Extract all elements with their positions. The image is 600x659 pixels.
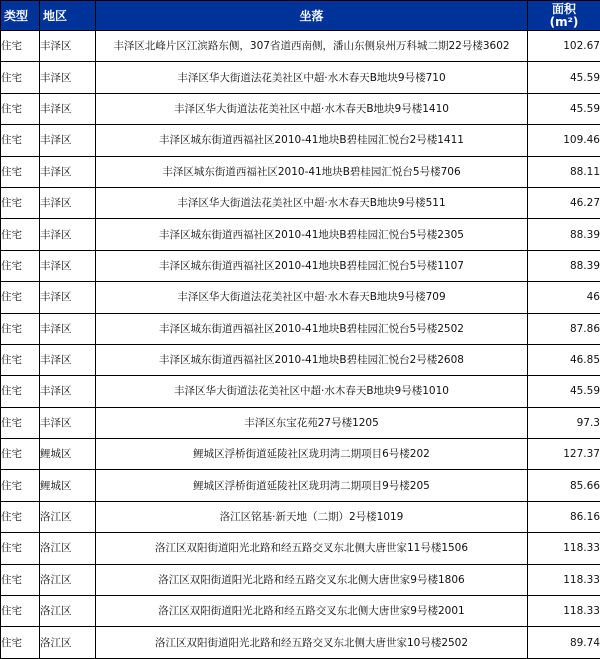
cell-location: 洛江区双阳街道阳光北路和经五路交叉东北侧大唐世家9号楼1806 [96,564,528,595]
cell-area: 89.74 [528,627,600,658]
cell-area: 118.33 [528,596,600,627]
cell-district: 丰泽区 [40,219,96,250]
cell-type: 住宅 [1,31,40,62]
table-row [1,596,600,627]
cell-location: 丰泽区城东街道西福社区2010-41地块B碧桂园汇悦台2号楼1411 [96,125,528,156]
cell-area: 46.85 [528,344,600,375]
cell-district: 丰泽区 [40,313,96,344]
table-row [1,31,600,62]
cell-district: 丰泽区 [40,344,96,375]
cell-area: 46.27 [528,187,600,218]
cell-type: 住宅 [1,62,40,93]
cell-location: 丰泽区城东街道西福社区2010-41地块B碧桂园汇悦台5号楼1107 [96,250,528,281]
cell-type: 住宅 [1,564,40,595]
cell-location: 丰泽区城东街道西福社区2010-41地块B碧桂园汇悦台5号楼2305 [96,219,528,250]
table-row [1,376,600,407]
header-district: 地区 [40,1,96,31]
header-location: 坐落 [96,1,528,31]
cell-area: 87.86 [528,313,600,344]
table-row [1,564,600,595]
cell-location: 丰泽区华大街道法花美社区中超·水木春天B地块9号楼1410 [96,93,528,124]
cell-type: 住宅 [1,407,40,438]
table-body [1,31,600,659]
cell-location: 丰泽区北峰片区江滨路东侧，307省道西南侧，潘山东侧泉州万科城二期22号楼3602 [96,31,528,62]
cell-area: 118.33 [528,533,600,564]
cell-area: 102.67 [528,31,600,62]
cell-type: 住宅 [1,439,40,470]
cell-district: 丰泽区 [40,62,96,93]
cell-type: 住宅 [1,344,40,375]
cell-location: 丰泽区城东街道西福社区2010-41地块B碧桂园汇悦台5号楼706 [96,156,528,187]
cell-district: 丰泽区 [40,31,96,62]
cell-district: 丰泽区 [40,376,96,407]
table-row [1,93,600,124]
table-row [1,156,600,187]
table-row [1,533,600,564]
cell-district: 鲤城区 [40,470,96,501]
cell-area: 109.46 [528,125,600,156]
cell-area: 88.11 [528,156,600,187]
cell-location: 丰泽区城东街道西福社区2010-41地块B碧桂园汇悦台2号楼2608 [96,344,528,375]
table-row [1,125,600,156]
cell-area: 88.39 [528,219,600,250]
header-type: 类型 [1,1,40,31]
cell-area: 45.59 [528,62,600,93]
header-area-label: 面积 [528,3,600,16]
cell-location: 洛江区铭基·新天地（二期）2号楼1019 [96,501,528,532]
cell-area: 97.3 [528,407,600,438]
table-row [1,470,600,501]
cell-district: 丰泽区 [40,282,96,313]
cell-type: 住宅 [1,470,40,501]
header-area [528,1,600,31]
cell-location: 丰泽区华大街道法花美社区中超·水木春天B地块9号楼511 [96,187,528,218]
cell-district: 丰泽区 [40,407,96,438]
cell-type: 住宅 [1,93,40,124]
cell-location: 丰泽区华大街道法花美社区中超·水木春天B地块9号楼709 [96,282,528,313]
cell-location: 丰泽区城东街道西福社区2010-41地块B碧桂园汇悦台5号楼2502 [96,313,528,344]
cell-location: 洛江区双阳街道阳光北路和经五路交叉东北侧大唐世家10号楼2502 [96,627,528,658]
cell-location: 丰泽区华大街道法花美社区中超·水木春天B地块9号楼1010 [96,376,528,407]
cell-location: 丰泽区华大街道法花美社区中超·水木春天B地块9号楼710 [96,62,528,93]
cell-type: 住宅 [1,627,40,658]
cell-area: 86.16 [528,501,600,532]
table-row [1,62,600,93]
cell-location: 鲤城区浮桥街道延陵社区珑玥湾二期项目6号楼202 [96,439,528,470]
table-row [1,250,600,281]
cell-district: 洛江区 [40,564,96,595]
cell-area: 85.66 [528,470,600,501]
cell-location: 鲤城区浮桥街道延陵社区珑玥湾二期项目9号楼205 [96,470,528,501]
table-row [1,627,600,658]
cell-district: 洛江区 [40,501,96,532]
table-row [1,187,600,218]
cell-district: 洛江区 [40,627,96,658]
cell-district: 丰泽区 [40,187,96,218]
cell-type: 住宅 [1,282,40,313]
cell-type: 住宅 [1,125,40,156]
cell-district: 洛江区 [40,596,96,627]
table-row [1,219,600,250]
cell-district: 丰泽区 [40,125,96,156]
cell-district: 鲤城区 [40,439,96,470]
cell-type: 住宅 [1,156,40,187]
cell-type: 住宅 [1,250,40,281]
header-row [1,1,600,31]
cell-location: 洛江区双阳街道阳光北路和经五路交叉东北侧大唐世家9号楼2001 [96,596,528,627]
header-area-unit: (m²) [528,16,600,29]
cell-district: 丰泽区 [40,156,96,187]
cell-district: 丰泽区 [40,250,96,281]
table-row [1,407,600,438]
cell-area: 88.39 [528,250,600,281]
cell-type: 住宅 [1,533,40,564]
table-row [1,344,600,375]
table-row [1,439,600,470]
cell-area: 127.37 [528,439,600,470]
table-row [1,501,600,532]
cell-area: 46 [528,282,600,313]
table-row [1,313,600,344]
cell-type: 住宅 [1,219,40,250]
table-row [1,282,600,313]
cell-area: 45.59 [528,376,600,407]
cell-type: 住宅 [1,501,40,532]
cell-area: 118.33 [528,564,600,595]
cell-district: 洛江区 [40,533,96,564]
cell-type: 住宅 [1,376,40,407]
cell-type: 住宅 [1,187,40,218]
cell-location: 洛江区双阳街道阳光北路和经五路交叉东北侧大唐世家11号楼1506 [96,533,528,564]
cell-area: 45.59 [528,93,600,124]
cell-location: 丰泽区东宝花苑27号楼1205 [96,407,528,438]
cell-type: 住宅 [1,596,40,627]
cell-type: 住宅 [1,313,40,344]
cell-district: 丰泽区 [40,93,96,124]
